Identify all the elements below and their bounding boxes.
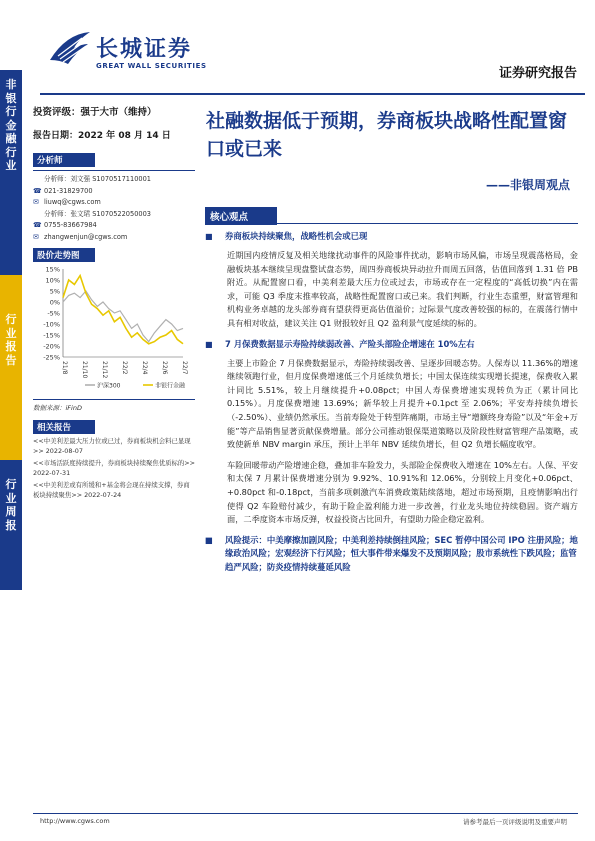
- section-bullet: [205, 230, 578, 243]
- analyst-line-text[interactable]: liuwq@cgws.com: [44, 198, 101, 206]
- logo-text: 长城证券: [96, 37, 193, 62]
- footer-disclaimer: 请参考最后一页评级说明及重要声明: [463, 818, 567, 826]
- analyst-line: [33, 186, 195, 198]
- chart-heading: 股价走势图: [33, 248, 95, 262]
- analyst-line-icon: [33, 174, 44, 186]
- body-paragraph: 车险回暖带动产险增速企稳，叠加非车险发力，头部险企保费收入增速在 10%左右。人保、平安和太保 7 月累计保费增速分别为 9.92%、10.91%和 12.06%，分别较上月变化+0.06pct、+0.80pct 和-0.18pct，当前多项刺激汽车消费政策陆续落地，超过市场预期，且疫情影响出行使得 Q2 车险赔付减少，有助于险企盈利能力进一步改善，行业龙头地位持续稳固。资产端方面，二季度资本市场反弹，权益投资占比回升，有望助力险企稳定盈利。: [227, 459, 578, 525]
- related-reports: [33, 420, 195, 500]
- square-bullet-icon: ■: [205, 232, 213, 241]
- x-tick-label: 21/10: [81, 361, 88, 379]
- y-tick-label: 15%: [45, 265, 60, 274]
- sidebar-report-type: [0, 275, 22, 460]
- analyst-line: [33, 174, 195, 186]
- related-report-link[interactable]: <<中美利差或有所缓和+基金将会现在持续支撑，券商板块持续聚焦>> 2022-07-24: [33, 481, 190, 499]
- x-tick-label: 22/6: [161, 361, 168, 375]
- analyst-line-text: 分析师：刘文强 S1070517110001: [44, 175, 151, 183]
- x-tick-label: 22/4: [141, 361, 148, 375]
- related-report-link[interactable]: <<中美利差最大压力位或已过，券商板块机会料已显现>> 2022-08-07: [33, 437, 191, 455]
- y-tick-label: 5%: [49, 287, 60, 296]
- risk-text: 风险提示：中美摩擦加剧风险；中美利差持续倒挂风险；SEC 暂停中国公司 IPO 注册风险；地缘政治风险；宏观经济下行风险；恒大事件带来爆发不及预期风险；股市系统性下跌风险；监管趋严风险；防炎疫情持续蔓延风险: [225, 534, 578, 572]
- y-tick-label: -15%: [43, 331, 60, 340]
- header: [40, 24, 585, 94]
- x-tick-label: 21/12: [101, 361, 108, 379]
- analyst-line: [33, 220, 195, 232]
- phone-icon: ☎: [33, 221, 42, 229]
- email-icon: ✉: [33, 232, 39, 241]
- y-tick-label: -20%: [43, 342, 60, 351]
- analyst-line: [33, 197, 195, 209]
- left-column: [33, 104, 195, 500]
- analyst-line-text[interactable]: zhangwenjun@cgws.com: [44, 232, 128, 241]
- analyst-heading: 分析师: [33, 153, 95, 167]
- analyst-line-icon: [33, 209, 44, 221]
- y-tick-label: 10%: [45, 276, 60, 285]
- x-tick-label: 22/7: [181, 361, 188, 375]
- report-date: 报告日期：2022 年 08 月 14 日: [33, 131, 171, 141]
- analyst-list: [33, 170, 195, 243]
- x-tick-label: 21/8: [61, 361, 68, 375]
- sidebar-report-type-text: 行业报告: [5, 313, 17, 367]
- y-tick-label: -5%: [47, 309, 60, 318]
- sidebar-report-kind: [0, 460, 22, 590]
- data-source: 数据来源：iFinD: [33, 404, 82, 412]
- square-bullet-icon: ■: [205, 534, 213, 545]
- wing-logo-icon: [48, 30, 92, 68]
- analyst-line-text: 021-31829700: [44, 186, 93, 195]
- legend-label: 沪深300: [97, 382, 121, 390]
- logo-english: GREAT WALL SECURITIES: [96, 62, 207, 70]
- series-line: [63, 291, 183, 342]
- related-report-link[interactable]: <<市场活跃度持续提升，券商板块持续聚焦优质标的>> 2022-07-31: [33, 459, 196, 477]
- email-icon: ✉: [33, 198, 39, 206]
- sidebar-category-text: 非银行金融行业: [5, 78, 17, 172]
- phone-icon: ☎: [33, 186, 42, 195]
- sidebar-category: [0, 70, 22, 275]
- section-bullet: [205, 338, 578, 351]
- report-type: 证券研究报告: [498, 66, 577, 81]
- risk-warning: [205, 534, 578, 575]
- footer-url[interactable]: http://www.cgws.com: [40, 817, 110, 825]
- analyst-line: [33, 232, 195, 244]
- sidebar-report-kind-text: 行业周报: [5, 478, 17, 532]
- analyst-line-text: 分析师：张文珺 S1070522050003: [44, 209, 151, 218]
- related-heading: 相关报告: [33, 420, 95, 434]
- report-title: 社融数据低于预期，券商板块战略性配置窗口或已来: [206, 110, 568, 160]
- core-view-heading: 核心观点: [205, 207, 277, 225]
- y-tick-label: -10%: [43, 320, 60, 329]
- investment-rating: 投资评级：强于大市（维持）: [33, 107, 157, 118]
- price-trend-chart: [33, 265, 195, 393]
- main-body: [205, 230, 578, 574]
- x-tick-label: 22/2: [121, 361, 128, 375]
- header-divider: [40, 93, 585, 95]
- footer-divider: [33, 813, 578, 814]
- analyst-line-text: 0755-83667984: [44, 221, 97, 229]
- price-chart-box: [33, 248, 195, 400]
- series-line: [63, 276, 183, 344]
- body-paragraph: 近期国内疫情反复及相关地缘扰动事件的风险事件扰动，影响市场风偏，市场呈现震荡格局，金融板块基本继续呈现盘整试盘态势，周四券商板块异动拉升而周五回落，估值回落到 1.31 倍 PB 附近。从配置窗口看，中美利差最大压力位或过去，市场或存在一定程度的“高低切换”内在需求，可能 Q3 季度末推率较高，战略性配置窗口或已来。我们判断，行业生态重塑，财富管理和机构业务卓越的龙头部券商有望获得更高估值溢价；过际景气度改善较强的标的，在震荡行情中具有相对收益，建议关注 Q1 财报较好且 Q2 盈利景气度延续的标的。: [227, 250, 578, 328]
- section-heading: 券商板块持续聚焦，战略性机会或已现: [225, 231, 368, 241]
- y-tick-label: 0%: [49, 298, 60, 307]
- legend-label: 非银行金融: [155, 382, 186, 390]
- section-heading: 7 月保费数据显示寿险持续弱改善、产险头部险企增速在 10%左右: [225, 338, 475, 349]
- report-subtitle: ——非银周观点: [485, 178, 570, 192]
- analyst-line: [33, 209, 195, 221]
- square-bullet-icon: ■: [205, 339, 213, 349]
- body-paragraph: 主要上市险企 7 月保费数据显示，寿险持续弱改善、呈逐步回暖态势。人保寿以 11.36%的增速继续领跑行业，但月度保费增速低三个月延续负增长；中国太保连续实现增长提速，保费收入累计同比 5.51%，较上月继续提升+0.08pct；中国人寿保费增速实现转负为正（累计同比 0.15%）。月度保费增速 13.69%；新华较上月提升+0.1pct 至 2.06%；平安寿持续负增长（-2.50%）、业绩仍然承压。当前寿险处于转型阵痛期，市场主导“增额终身寿险”以及“年金+万能”等产品销售显著贡献保费增量。部分公司推动银保渠道策略以及阶段性财富管理产品策略，或致使新单 NBV margin 承压，预计上半年 NBV 延续负增长，但 Q2 负增长幅度收窄。: [227, 357, 578, 450]
- sidebar: [0, 70, 22, 590]
- y-tick-label: -25%: [43, 353, 60, 362]
- core-divider: [205, 223, 578, 224]
